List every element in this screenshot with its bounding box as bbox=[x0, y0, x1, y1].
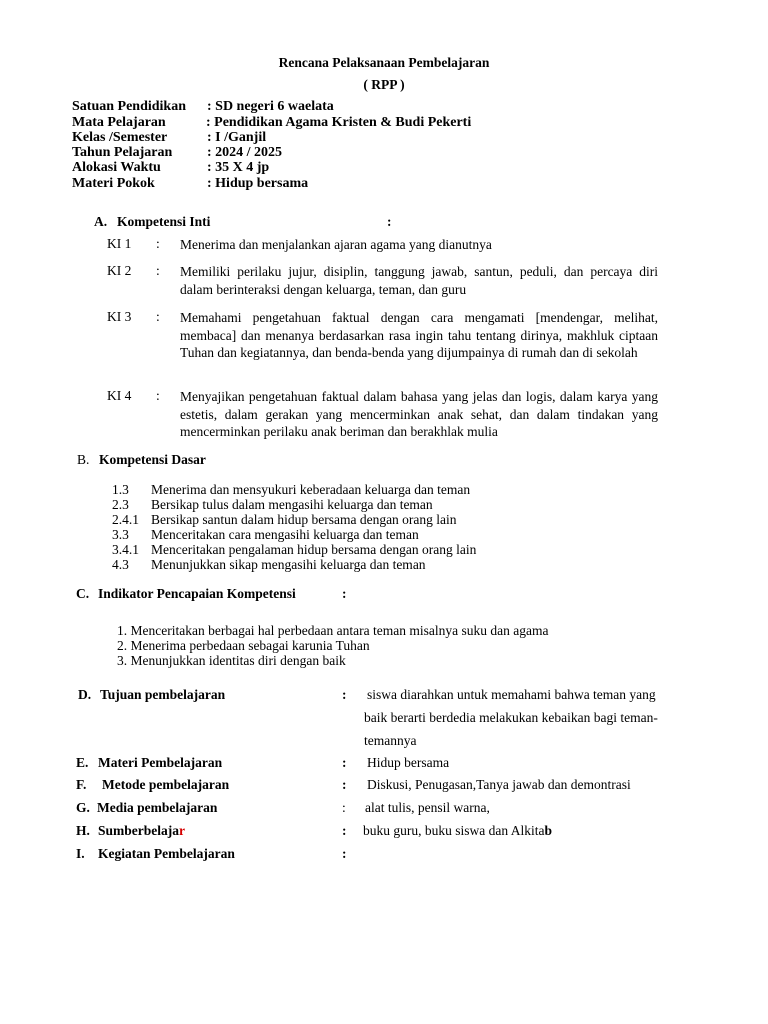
kd-text: Menceritakan cara mengasihi keluarga dan teman bbox=[151, 527, 419, 542]
tujuan-line: temannya bbox=[364, 733, 417, 748]
kd-number: 3.4.1 bbox=[112, 542, 139, 557]
ki-code: KI 4 bbox=[107, 388, 132, 403]
document-subtitle: ( RPP ) bbox=[363, 77, 405, 92]
kd-text: Menunjukkan sikap mengasihi keluarga dan teman bbox=[151, 557, 426, 572]
identity-label: Satuan Pendidikan bbox=[72, 99, 186, 114]
identity-label: Alokasi Waktu bbox=[72, 160, 161, 175]
kd-number: 3.3 bbox=[112, 527, 129, 542]
section-e-heading: Materi Pembelajaran bbox=[98, 755, 223, 770]
section-g-heading: Media pembelajaran bbox=[97, 800, 218, 815]
section-f-marker: F. bbox=[76, 777, 87, 792]
tujuan-line: baik berarti berdedia melakukan kebaikan bagi teman- bbox=[364, 710, 658, 725]
indicator-item: 1. Menceritakan berbagai hal perbedaan antara teman misalnya suku dan agama bbox=[117, 623, 549, 638]
section-a-heading: Kompetensi Inti bbox=[117, 214, 211, 229]
ki-text: Menerima dan menjalankan ajaran agama yang dianutnya bbox=[180, 237, 492, 252]
ki-separator: : bbox=[156, 263, 160, 278]
kd-number: 2.4.1 bbox=[112, 512, 139, 527]
section-c-heading: Indikator Pencapaian Kompetensi bbox=[98, 586, 296, 601]
tujuan-line: siswa diarahkan untuk memahami bahwa teman yang bbox=[367, 687, 656, 702]
section-h-heading-last: r bbox=[179, 823, 185, 838]
section-i-colon: : bbox=[342, 846, 347, 861]
section-h-value bbox=[363, 823, 552, 839]
identity-value: : 35 X 4 jp bbox=[207, 160, 270, 175]
section-h-colon: : bbox=[342, 823, 347, 838]
indicator-item: 2. Menerima perbedaan sebagai karunia Tuhan bbox=[117, 638, 370, 653]
section-d-marker: D. bbox=[78, 687, 92, 702]
ki-code: KI 2 bbox=[107, 263, 132, 278]
ki-text: Menyajikan pengetahuan faktual dalam bahasa yang jelas dan logis, dalam karya yang estetis, dalam gerakan yang mencerminkan anak sehat, dan dalam tindakan yang mencerminkan perilaku anak beriman dan berakhlak mulia bbox=[180, 389, 658, 440]
identity-label: Kelas /Semester bbox=[72, 130, 168, 145]
section-a-marker: A. bbox=[94, 214, 108, 229]
section-c-marker: C. bbox=[76, 586, 90, 601]
section-i-heading: Kegiatan Pembelajaran bbox=[98, 846, 235, 861]
identity-label: Mata Pelajaran bbox=[72, 115, 166, 130]
kd-number: 2.3 bbox=[112, 497, 129, 512]
section-b-heading: Kompetensi Dasar bbox=[99, 452, 206, 467]
ki-code: KI 3 bbox=[107, 309, 132, 324]
identity-label: Materi Pokok bbox=[72, 176, 155, 191]
section-f-heading: Metode pembelajaran bbox=[102, 777, 230, 792]
section-b-marker: B. bbox=[77, 452, 90, 467]
section-h-heading bbox=[98, 823, 185, 839]
section-f-colon: : bbox=[342, 777, 347, 792]
section-d-heading: Tujuan pembelajaran bbox=[100, 687, 226, 702]
kd-text: Menerima dan mensyukuri keberadaan keluarga dan teman bbox=[151, 482, 471, 497]
identity-value: : I /Ganjil bbox=[207, 130, 267, 145]
ki-code: KI 1 bbox=[107, 236, 132, 251]
section-a-colon: : bbox=[387, 214, 392, 229]
identity-value: : Hidup bersama bbox=[207, 176, 309, 191]
indicator-item: 3. Menunjukkan identitas diri dengan baik bbox=[117, 653, 346, 668]
ki-text: Memahami pengetahuan faktual dengan cara mengamati [mendengar, melihat, membaca] dan menanya berdasarkan rasa ingin tahu tentang dirinya, makhluk ciptaan Tuhan dan kegiatannya, dan benda-benda yang dijumpainya di rumah dan di sekolah bbox=[180, 310, 658, 361]
kd-number: 1.3 bbox=[112, 482, 129, 497]
identity-value: : SD negeri 6 waelata bbox=[207, 99, 334, 114]
identity-label: Tahun Pelajaran bbox=[72, 145, 173, 160]
section-g-colon: : bbox=[342, 800, 346, 815]
section-e-colon: : bbox=[342, 755, 347, 770]
section-g-marker: G. bbox=[76, 800, 90, 815]
kd-text: Bersikap santun dalam hidup bersama dengan orang lain bbox=[151, 512, 457, 527]
section-h-heading-main: Sumberbelaja bbox=[98, 823, 179, 838]
ki-separator: : bbox=[156, 309, 160, 324]
section-c-colon: : bbox=[342, 586, 347, 601]
section-i-marker: I. bbox=[76, 846, 85, 861]
section-h-value-main: buku guru, buku siswa dan Alkita bbox=[363, 823, 545, 838]
kd-text: Menceritakan pengalaman hidup bersama dengan orang lain bbox=[151, 542, 477, 557]
ki-separator: : bbox=[156, 388, 160, 403]
section-f-value: Diskusi, Penugasan,Tanya jawab dan demontrasi bbox=[367, 777, 631, 792]
identity-value: : Pendidikan Agama Kristen & Budi Pekerti bbox=[206, 115, 472, 130]
section-e-marker: E. bbox=[76, 755, 89, 770]
section-h-value-last: b bbox=[544, 823, 553, 838]
section-d-colon: : bbox=[342, 687, 347, 702]
section-h-marker: H. bbox=[76, 823, 90, 838]
ki-text: Memiliki perilaku jujur, disiplin, tanggung jawab, santun, peduli, dan percaya diri dalam berinteraksi dengan keluarga, teman, dan guru bbox=[180, 264, 658, 297]
section-e-value: Hidup bersama bbox=[367, 755, 450, 770]
kd-text: Bersikap tulus dalam mengasihi keluarga dan teman bbox=[151, 497, 433, 512]
section-g-value: alat tulis, pensil warna, bbox=[365, 800, 490, 815]
document-title: Rencana Pelaksanaan Pembelajaran bbox=[278, 55, 490, 70]
kd-number: 4.3 bbox=[112, 557, 129, 572]
ki-separator: : bbox=[156, 236, 160, 251]
identity-value: : 2024 / 2025 bbox=[207, 145, 283, 160]
